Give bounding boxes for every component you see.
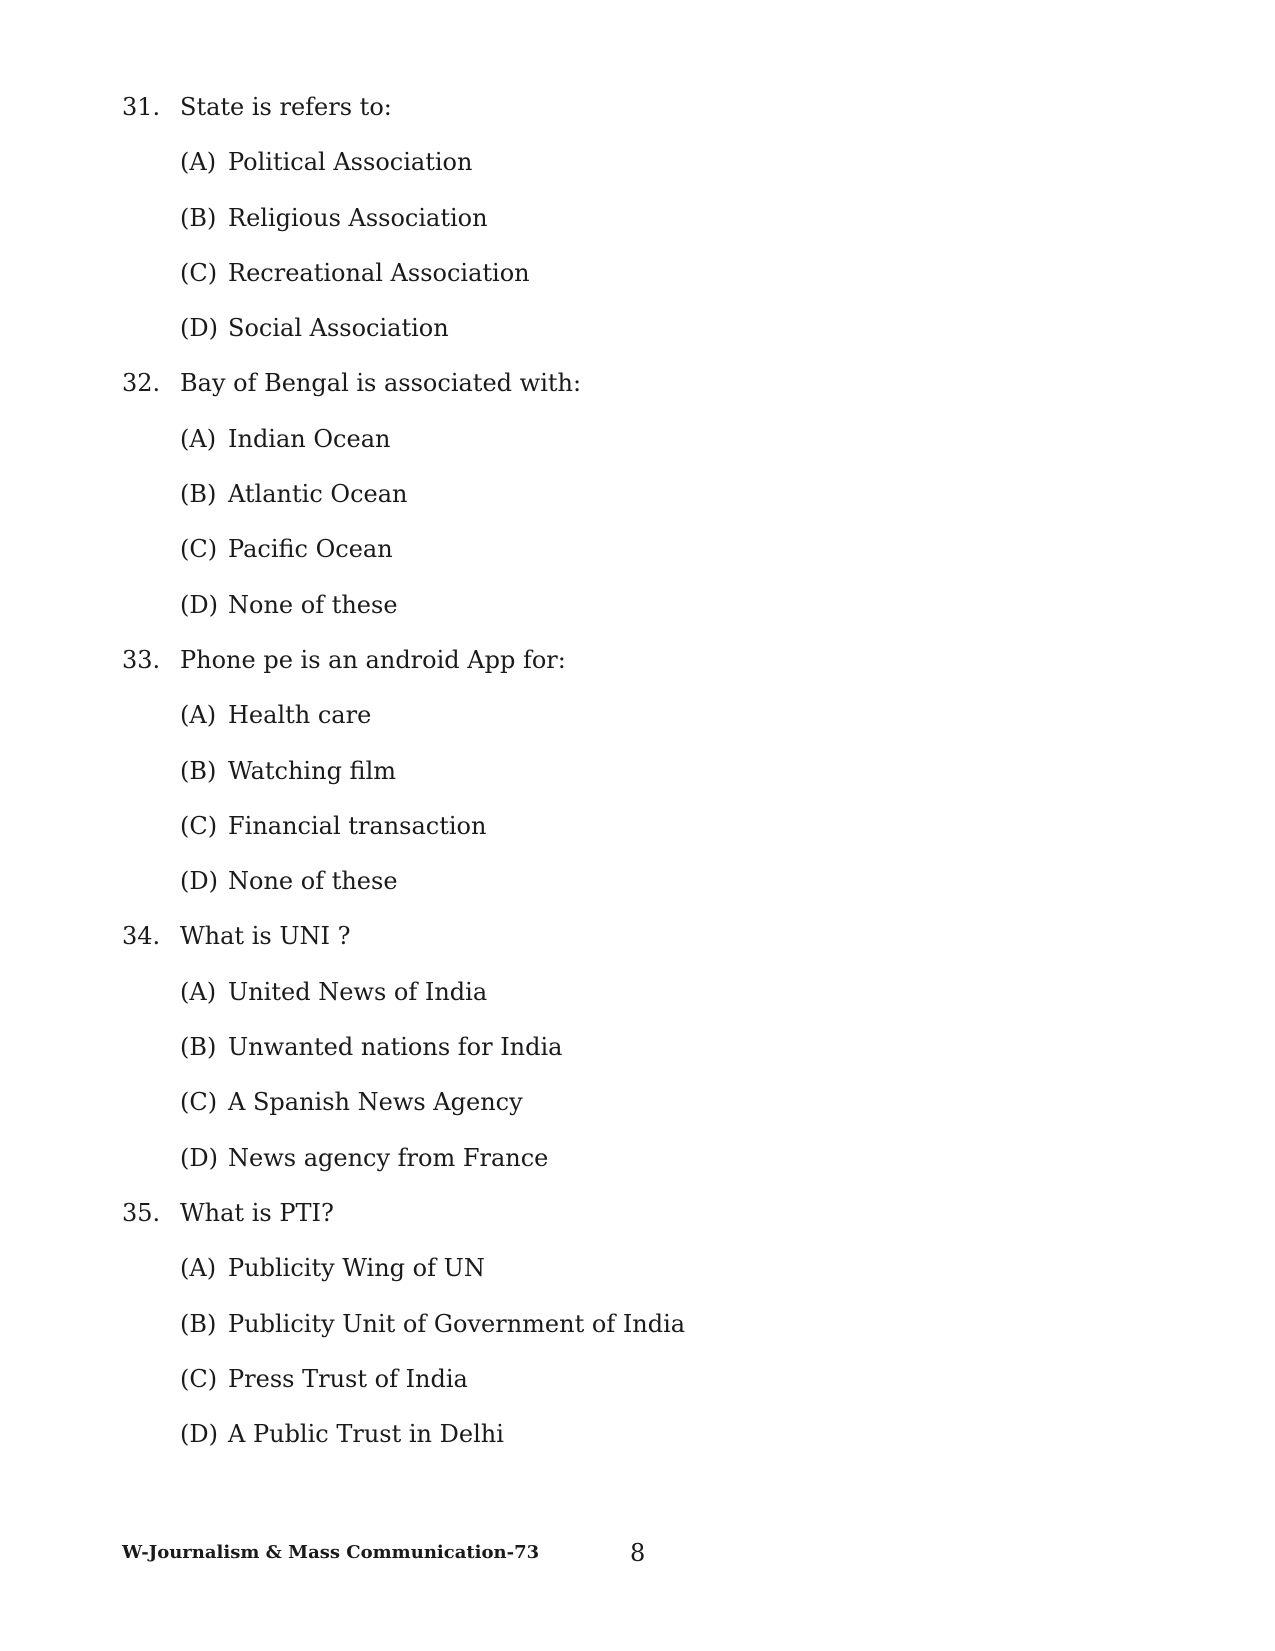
option-text: Financial transaction bbox=[228, 811, 487, 840]
option-letter: (B) bbox=[180, 203, 217, 232]
option-c bbox=[180, 534, 1152, 589]
option-list bbox=[122, 1253, 1152, 1474]
option-letter: (D) bbox=[180, 1143, 218, 1172]
option-text: A Public Trust in Delhi bbox=[228, 1420, 504, 1449]
option-list bbox=[122, 147, 1152, 368]
question-35 bbox=[122, 1198, 1152, 1474]
option-c bbox=[180, 1087, 1152, 1142]
option-a bbox=[180, 147, 1152, 202]
option-b bbox=[180, 756, 1152, 811]
question-text: Phone pe is an android App for: bbox=[180, 645, 566, 674]
option-letter: (B) bbox=[180, 1033, 217, 1062]
option-d bbox=[180, 1419, 1152, 1474]
option-letter: (B) bbox=[180, 1309, 217, 1338]
question-list bbox=[122, 92, 1152, 1474]
question-34 bbox=[122, 921, 1152, 1197]
option-list bbox=[122, 977, 1152, 1198]
option-text: Unwanted nations for India bbox=[228, 1033, 563, 1062]
option-list bbox=[122, 700, 1152, 921]
option-b bbox=[180, 1032, 1152, 1087]
question-stem bbox=[122, 1198, 1152, 1253]
option-letter: (D) bbox=[180, 867, 218, 896]
option-letter: (C) bbox=[180, 258, 218, 287]
option-c bbox=[180, 1364, 1152, 1419]
page-footer bbox=[122, 1538, 1152, 1574]
question-stem bbox=[122, 921, 1152, 976]
option-text: None of these bbox=[228, 590, 398, 619]
option-d bbox=[180, 590, 1152, 645]
question-text: What is PTI? bbox=[180, 1198, 334, 1227]
option-d bbox=[180, 866, 1152, 921]
option-letter: (D) bbox=[180, 1420, 218, 1449]
question-33 bbox=[122, 645, 1152, 921]
question-31 bbox=[122, 92, 1152, 368]
option-text: United News of India bbox=[228, 977, 488, 1006]
option-text: Publicity Wing of UN bbox=[228, 1254, 485, 1283]
option-letter: (D) bbox=[180, 590, 218, 619]
option-text: A Spanish News Agency bbox=[228, 1088, 523, 1117]
paper-code: W-Journalism & Mass Communication-73 bbox=[122, 1542, 540, 1563]
option-letter: (A) bbox=[180, 1254, 217, 1283]
option-text: Atlantic Ocean bbox=[228, 480, 408, 509]
option-text: Watching film bbox=[228, 756, 396, 785]
question-text: What is UNI ? bbox=[180, 922, 351, 951]
option-text: None of these bbox=[228, 867, 398, 896]
question-text: State is refers to: bbox=[180, 93, 392, 121]
option-letter: (C) bbox=[180, 811, 218, 840]
question-number: 34. bbox=[122, 922, 161, 951]
option-text: Political Association bbox=[228, 148, 473, 177]
option-d bbox=[180, 313, 1152, 368]
question-stem bbox=[122, 368, 1152, 423]
option-letter: (D) bbox=[180, 314, 218, 343]
question-number: 33. bbox=[122, 645, 161, 674]
question-stem bbox=[122, 645, 1152, 700]
option-text: Press Trust of India bbox=[228, 1364, 468, 1393]
question-text: Bay of Bengal is associated with: bbox=[180, 369, 582, 398]
option-b bbox=[180, 203, 1152, 258]
question-number: 35. bbox=[122, 1198, 161, 1227]
question-number: 31. bbox=[122, 93, 161, 121]
question-number: 32. bbox=[122, 369, 161, 398]
option-text: Indian Ocean bbox=[228, 424, 391, 453]
option-list bbox=[122, 424, 1152, 645]
option-b bbox=[180, 1309, 1152, 1364]
option-text: Pacific Ocean bbox=[228, 535, 393, 564]
option-a bbox=[180, 424, 1152, 479]
option-letter: (A) bbox=[180, 701, 217, 730]
option-letter: (A) bbox=[180, 148, 217, 177]
option-c bbox=[180, 258, 1152, 313]
option-letter: (C) bbox=[180, 535, 218, 564]
question-stem bbox=[122, 92, 1152, 147]
question-32 bbox=[122, 368, 1152, 644]
option-letter: (B) bbox=[180, 756, 217, 785]
option-letter: (A) bbox=[180, 977, 217, 1006]
option-text: Publicity Unit of Government of India bbox=[228, 1309, 686, 1338]
option-text: Health care bbox=[228, 701, 372, 730]
option-a bbox=[180, 700, 1152, 755]
option-text: Social Association bbox=[228, 314, 449, 343]
option-letter: (C) bbox=[180, 1088, 218, 1117]
option-b bbox=[180, 479, 1152, 534]
option-d bbox=[180, 1143, 1152, 1198]
option-text: Recreational Association bbox=[228, 258, 530, 287]
option-letter: (B) bbox=[180, 480, 217, 509]
option-a bbox=[180, 1253, 1152, 1308]
option-letter: (C) bbox=[180, 1364, 218, 1393]
option-c bbox=[180, 811, 1152, 866]
option-text: News agency from France bbox=[228, 1143, 549, 1172]
page-number: 8 bbox=[630, 1539, 646, 1567]
option-letter: (A) bbox=[180, 424, 217, 453]
option-a bbox=[180, 977, 1152, 1032]
option-text: Religious Association bbox=[228, 203, 488, 232]
